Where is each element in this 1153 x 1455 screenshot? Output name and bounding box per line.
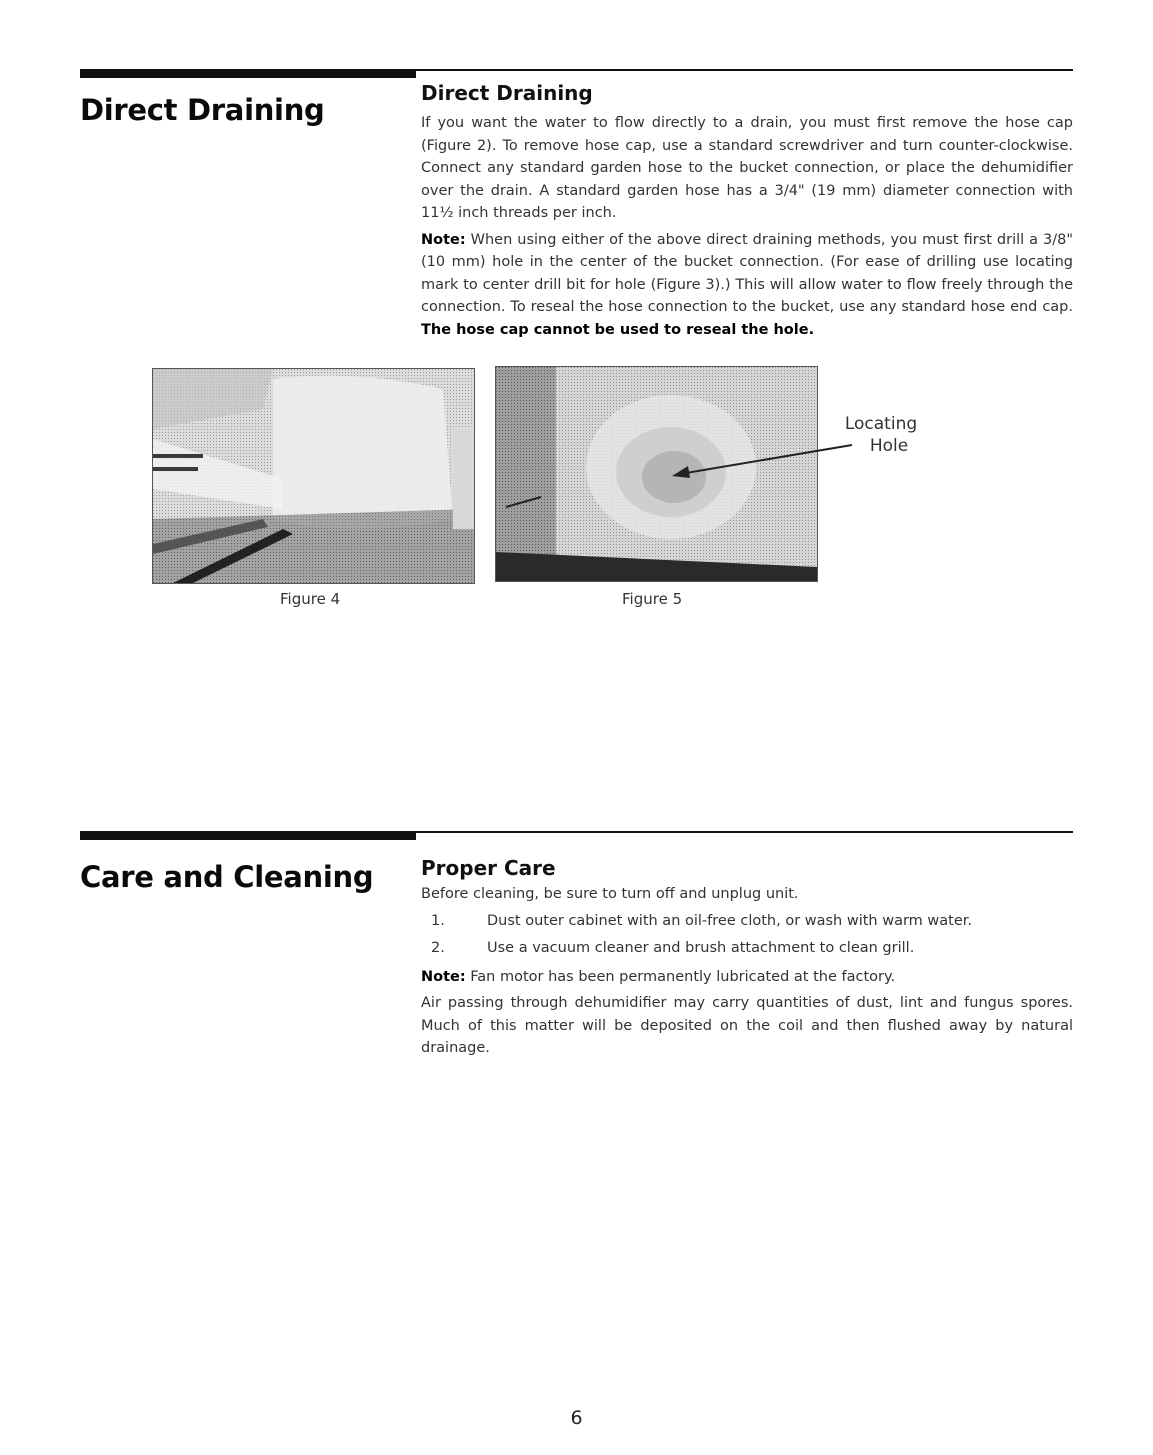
step-text: Use a vacuum cleaner and brush attachment to clean grill.	[487, 940, 915, 956]
direct-draining-body	[421, 112, 1073, 345]
callout-line-locating: Locating	[844, 414, 918, 434]
figure-4-illustration	[153, 369, 474, 583]
subheading-proper-care: Proper Care	[421, 856, 556, 880]
section-rule-thin	[416, 831, 1073, 833]
proper-care-note	[421, 966, 1073, 989]
list-item	[421, 937, 1073, 960]
step-text: Dust outer cabinet with an oil-free cloth, or wash with warm water.	[487, 912, 973, 929]
list-item	[421, 910, 1073, 933]
section-title-care-and-cleaning: Care and Cleaning	[80, 860, 374, 894]
section-rule-thick	[80, 831, 416, 840]
note-bold-warning: The hose cap cannot be used to reseal the hole.	[421, 321, 815, 338]
direct-draining-note	[421, 229, 1073, 342]
section-rule-thick	[80, 69, 416, 78]
figure-4-photo	[152, 368, 475, 584]
step-number: 1.	[431, 912, 445, 929]
direct-draining-paragraph: If you want the water to flow directly to a drain, you must first remove the hose cap (Figure 2). To remove hose cap, use a standard screwdriver and turn counter-clockwise. Connect any standard garden hose to the bucket connection, or place the dehumidifier over the drain. A standard garden hose has a 3/4" (19 mm) diameter connection with 11½ inch threads per inch.	[421, 115, 1073, 221]
subheading-direct-draining: Direct Draining	[421, 81, 593, 105]
note-label: Note:	[421, 231, 466, 248]
proper-care-intro: Before cleaning, be sure to turn off and unplug unit.	[421, 886, 799, 902]
locating-hole-label	[842, 413, 920, 457]
proper-care-body	[421, 883, 1073, 1064]
figure-5-photo	[495, 366, 818, 582]
section-rule-thin	[416, 69, 1073, 71]
step-number: 2.	[431, 940, 445, 956]
section-title-direct-draining: Direct Draining	[80, 93, 325, 127]
proper-care-paragraph: Air passing through dehumidifier may carry quantities of dust, lint and fungus spores. Much of this matter will be deposited on the coil and then flushed away by natural drainage.	[421, 995, 1073, 1056]
note-label: Note:	[421, 968, 466, 985]
figure-4-caption: Figure 4	[280, 590, 341, 608]
figure-5-illustration	[496, 367, 817, 581]
note-text: When using either of the above direct draining methods, you must first drill a 3/8" (10 mm) hole in the center of the bucket connection. (For ease of drilling use locating mark to center drill bit for hole (Figure 3).) This will allow water to flow freely through the connection. To reseal the hose connection to the bucket, use any standard hose end cap.	[421, 231, 1073, 315]
callout-line-hole: Hole	[869, 436, 909, 456]
page-number: 6	[570, 1407, 583, 1429]
note-text: Fan motor has been permanently lubricated at the factory.	[465, 968, 896, 985]
figure-5-caption: Figure 5	[622, 590, 683, 608]
cleaning-steps-list	[421, 910, 1073, 960]
